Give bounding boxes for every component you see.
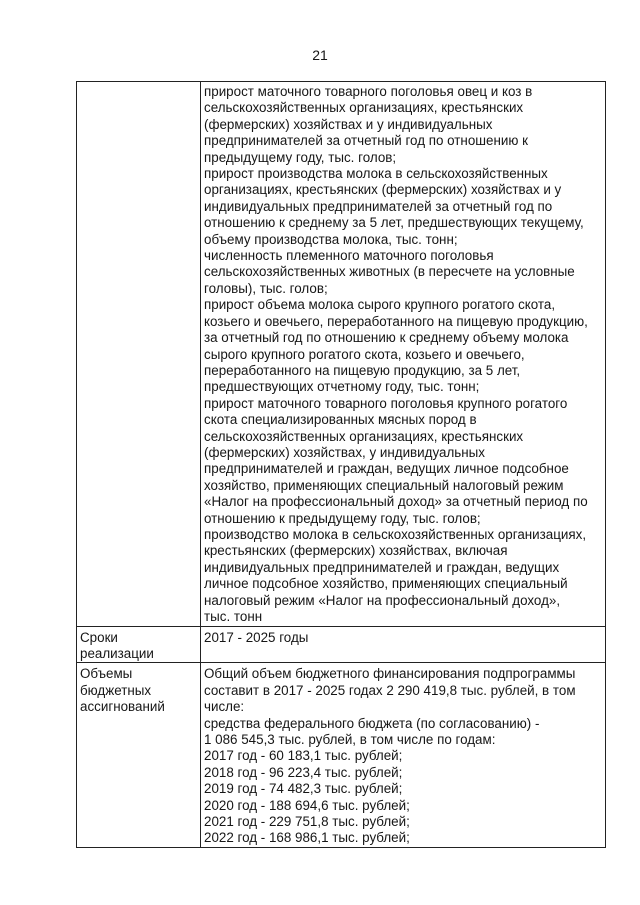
indicator-text-line: головы), тыс. голов; — [204, 280, 328, 296]
indicator-text-line: (фермерских) хозяйствах и у индивидуальных — [204, 116, 493, 132]
indicator-text-line: предпринимателей за отчетный год по отношению к — [204, 133, 528, 149]
indicator-text-line: сельскохозяйственных организациях, крестьянских — [204, 428, 524, 444]
indicator-text-line: переработанного на пищевую продукцию, за 5 лет, — [204, 362, 521, 378]
indicator-text-line: производство молока в сельскохозяйственных организациях, — [204, 526, 587, 542]
indicator-text-line: предыдущему году, тыс. голов; — [204, 149, 397, 165]
funding-text-line: 2021 год - 229 751,8 тыс. рублей; — [204, 814, 410, 830]
subprogram-passport-table — [76, 81, 606, 848]
terms-label-line: реализации — [80, 646, 154, 662]
indicator-text-line: хозяйство, применяющих специальный налоговый режим — [204, 477, 564, 493]
funding-text-line: 2020 год - 188 694,6 тыс. рублей; — [204, 797, 410, 813]
indicator-text-line: объему производства молока, тыс. тонн; — [204, 231, 458, 247]
indicator-text-line: крестьянских (фермерских) хозяйствах, включая — [204, 543, 508, 559]
funding-text-line: 2019 год - 74 482,3 тыс. рублей; — [204, 781, 403, 797]
terms-label-line: Сроки — [80, 630, 118, 646]
indicator-text-line: организациях, крестьянских (фермерских) хозяйствах и у — [204, 182, 562, 198]
funding-text-line: Общий объем бюджетного финансирования подпрограммы — [204, 666, 576, 682]
funding-label-line: ассигнований — [80, 699, 165, 715]
indicator-text-line: сырого крупного рогатого скота, козьего и овечьего, — [204, 346, 525, 362]
funding-text-line: 2018 год - 96 223,4 тыс. рублей; — [204, 764, 403, 780]
funding-text-line: средства федерального бюджета (по согласованию) - — [204, 715, 540, 731]
indicator-text-line: за отчетный год по отношению к среднему объему молока — [204, 330, 569, 346]
funding-text-line: 1 086 545,3 тыс. рублей, в том числе по годам: — [204, 732, 496, 748]
indicator-text-line: предпринимателей и граждан, ведущих личное подсобное — [204, 461, 569, 477]
indicator-text-line: отношению к среднему за 5 лет, предшествующих текущему, — [204, 215, 584, 231]
indicators-row — [77, 82, 606, 627]
funding-value-cell — [201, 663, 606, 847]
indicator-text-line: налоговый режим «Налог на профессиональный доход», — [204, 592, 561, 608]
indicator-text-line: отношению к предыдущему году, тыс. голов; — [204, 510, 481, 526]
indicators-label-cell — [77, 82, 201, 627]
funding-label-cell — [77, 663, 201, 847]
funding-text-line: 2022 год - 168 986,1 тыс. рублей; — [204, 830, 410, 846]
indicator-text-line: «Налог на профессиональный доход» за отчетный период по — [204, 494, 588, 510]
indicator-text-line: предшествующих отчетному году, тыс. тонн; — [204, 379, 480, 395]
terms-value-cell — [201, 627, 606, 663]
indicator-text-line: козьего и овечьего, переработанного на пищевую продукцию, — [204, 313, 588, 329]
funding-row — [77, 663, 606, 847]
indicator-text-line: прирост маточного товарного поголовья крупного рогатого — [204, 395, 568, 411]
indicator-text-line: прирост объема молока сырого крупного рогатого скота, — [204, 297, 556, 313]
indicator-text-line: прирост маточного товарного поголовья овец и коз в — [204, 84, 533, 99]
indicator-text-line: сельскохозяйственных животных (в пересчете на условные — [204, 264, 575, 280]
indicator-text-line: личное подсобное хозяйство, применяющих специальный — [204, 576, 568, 592]
funding-text-line: числе: — [204, 699, 245, 715]
indicator-text-line: скота специализированных мясных пород в — [204, 412, 477, 428]
funding-text-line: 2017 год - 60 183,1 тыс. рублей; — [204, 748, 403, 764]
terms-value: 2017 - 2025 годы — [204, 630, 309, 646]
indicator-text-line: численность племенного маточного поголовья — [204, 248, 494, 264]
indicator-text-line: тыс. тонн — [204, 609, 263, 624]
indicator-text-line: (фермерских) хозяйствах, у индивидуальных — [204, 444, 485, 460]
funding-label-line: Объемы — [80, 666, 133, 682]
indicator-text-line: прирост производства молока в сельскохозяйственных — [204, 166, 548, 182]
terms-row — [77, 627, 606, 663]
indicator-text-line: индивидуальных предпринимателей за отчетный год по — [204, 198, 553, 214]
indicator-text-line: сельскохозяйственных организациях, крестьянских — [204, 100, 524, 116]
indicators-value-cell — [201, 82, 606, 627]
terms-label-cell — [77, 627, 201, 663]
funding-label-line: бюджетных — [80, 682, 152, 698]
indicator-text-line: индивидуальных предпринимателей и граждан, ведущих — [204, 559, 560, 575]
page-number: 21 — [312, 47, 328, 63]
funding-text-line: составит в 2017 - 2025 годах 2 290 419,8 тыс. рублей, в том — [204, 682, 576, 698]
